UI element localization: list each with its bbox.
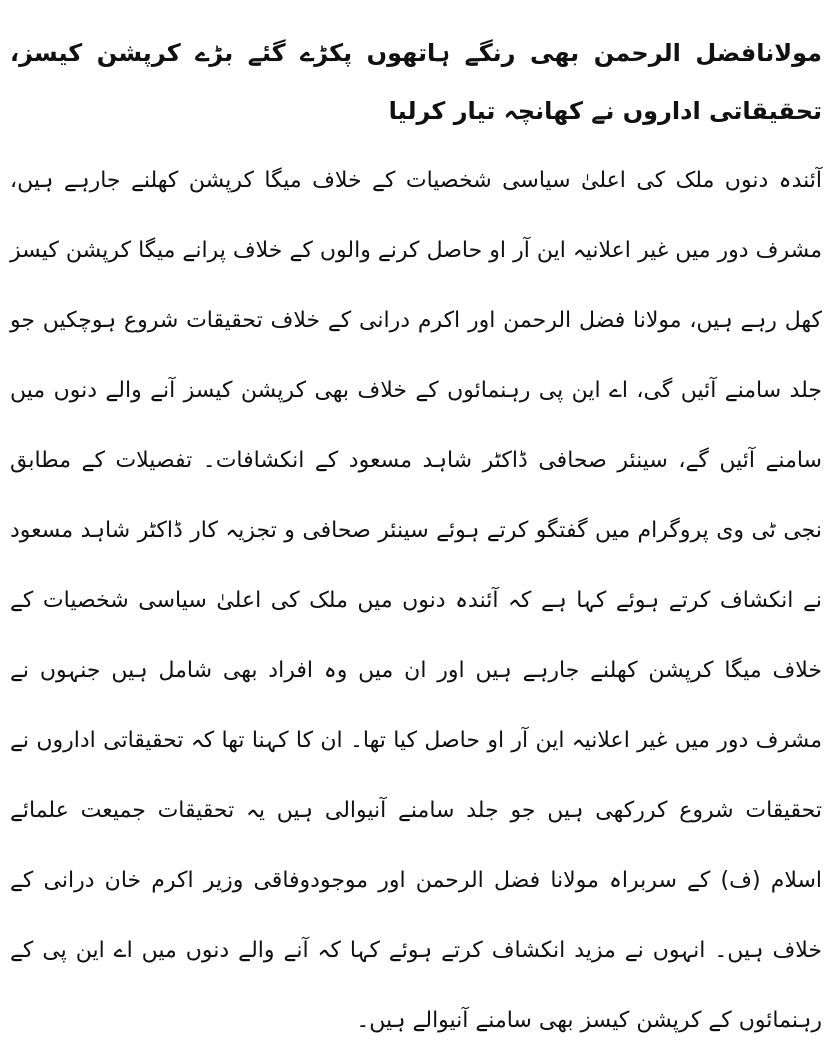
news-article bbox=[10, 24, 822, 1056]
article-body: آئندہ دنوں ملک کی اعلیٰ سیاسی شخصیات کے خلاف میگا کرپشن کھلنے جارہے ہیں، مشرف دور میں غیر اعلانیہ این آر او حاصل کرنے والوں کے خلاف پرانے میگا کرپشن کیسز کھل رہے ہیں، مولانا فضل الرحمن اور اکرم درانی کے خلاف تحقیقات شروع ہوچکیں جو جلد سامنے آئیں گی، اے این پی رہنمائوں کے خلاف بھی کرپشن کیسز آنے والے دنوں میں سامنے آئیں گے، سینئر صحافی ڈاکٹر شاہد مسعود کے انکشافات۔ تفصیلات کے مطابق نجی ٹی وی پروگرام میں گفتگو کرتے ہوئے سینئر صحافی و تجزیہ کار ڈاکٹر شاہد مسعود نے انکشاف کرتے ہوئے کہا ہے کہ آئندہ دنوں میں ملک کی اعلیٰ سیاسی شخصیات کے خلاف میگا کرپشن کھلنے جارہے ہیں اور ان میں وہ افراد بھی شامل ہیں جنہوں نے مشرف دور میں غیر اعلانیہ این آر او حاصل کیا تھا۔ ان کا کہنا تھا کہ تحقیقاتی اداروں نے تحقیقات شروع کررکھی ہیں جو جلد سامنے آنیوالی ہیں یہ تحقیقات جمیعت علمائے اسلام (ف) کے سربراہ مولانا فضل الرحمن اور موجودوفاقی وزیر اکرم خان درانی کے خلاف ہیں۔ انہوں نے مزید انکشاف کرتے ہوئے کہا کہ آنے والے دنوں میں اے این پی کے رہنمائوں کے کرپشن کیسز بھی سامنے آنیوالے ہیں۔ bbox=[10, 168, 822, 1033]
article-headline: مولانافضل الرحمن بھی رنگے ہاتھوں پکڑے گئے بڑے کرپشن کیسز، تحقیقاتی اداروں نے کھانچہ تیار کرلیا bbox=[10, 39, 822, 125]
